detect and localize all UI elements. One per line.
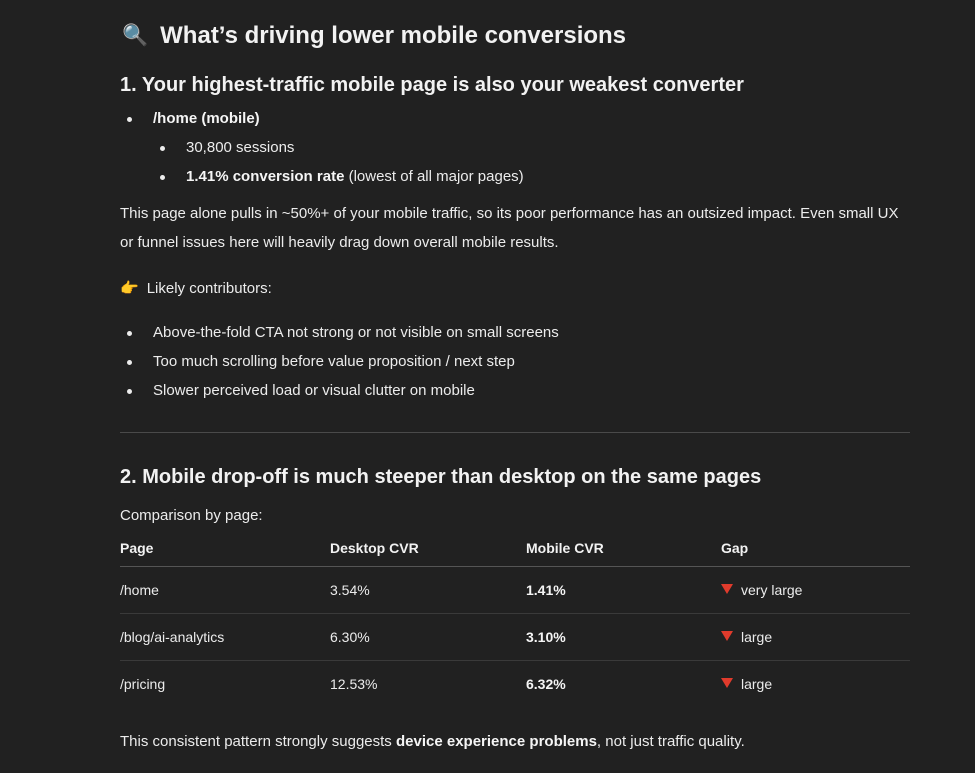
cell-desktop: 3.54% [330,567,526,614]
comparison-table [120,530,910,707]
mobile-value: 3.10% [526,629,566,645]
contributor-item: Too much scrolling before value proposition / next step [153,353,515,370]
mobile-value: 1.41% [526,582,566,598]
contributor-item: Slower perceived load or visual clutter on mobile [153,382,475,399]
header-mobile-cvr: Mobile CVR [526,530,721,567]
conclusion-pre: This consistent pattern strongly suggests [120,733,396,750]
impact-paragraph: This page alone pulls in ~50%+ of your mobile traffic, so its poor performance has an outsized impact. Even small UX or funnel issues here will heavily drag down overall mobile results. [120,205,899,251]
magnifying-glass-icon: 🔍 [122,24,149,47]
rate-bold: 1.41% conversion rate [186,168,345,185]
cell-desktop: 12.53% [330,676,378,692]
cell-mobile [526,614,721,661]
rate-bullet [186,168,524,185]
gap-value: large [741,629,773,645]
mobile-value: 6.32% [526,676,566,692]
sessions-bullet: 30,800 sessions [186,139,295,156]
cell-gap [721,614,910,661]
cell-mobile [526,567,721,614]
cell-gap [721,661,910,708]
gap-value: very large [741,582,803,598]
gap-value: large [741,676,773,692]
divider [120,432,910,433]
cell-page: /blog/ai-analytics [120,614,330,661]
conclusion-bold: device experience problems [395,733,597,750]
table-row [120,661,910,708]
down-triangle-icon [721,678,733,688]
conclusion-post: , not just traffic quality. [596,733,745,750]
cell-page: /home [120,567,330,614]
conclusion [120,733,745,750]
table-header-row [120,530,910,567]
rate-rest: (lowest of all major pages) [344,168,524,185]
header-gap: Gap [721,530,910,567]
comparison-intro: Comparison by page: [120,507,263,524]
down-triangle-icon [721,584,733,594]
section-heading [122,22,626,50]
contributor-item: Above-the-fold CTA not strong or not visible on small screens [153,324,559,341]
contributors-label: Likely contributors: [146,280,272,297]
heading-text: What’s driving lower mobile conversions [160,22,627,49]
pointing-hand-icon: 👉 [120,280,139,297]
section2-title: 2. Mobile drop-off is much steeper than desktop on the same pages [120,466,762,488]
cell-gap [721,567,910,614]
cell-mobile [526,661,721,708]
section1-title: 1. Your highest-traffic mobile page is also your weakest converter [120,74,744,96]
cell-desktop: 6.30% [330,614,526,661]
header-desktop-cvr: Desktop CVR [330,530,526,567]
table-row [120,567,910,614]
header-page: Page [120,530,330,567]
cell-page: /pricing [120,676,166,692]
down-triangle-icon [721,631,733,641]
page-bullet: /home (mobile) [153,110,260,127]
table-row [120,614,910,661]
contributors-label-row [120,279,272,297]
